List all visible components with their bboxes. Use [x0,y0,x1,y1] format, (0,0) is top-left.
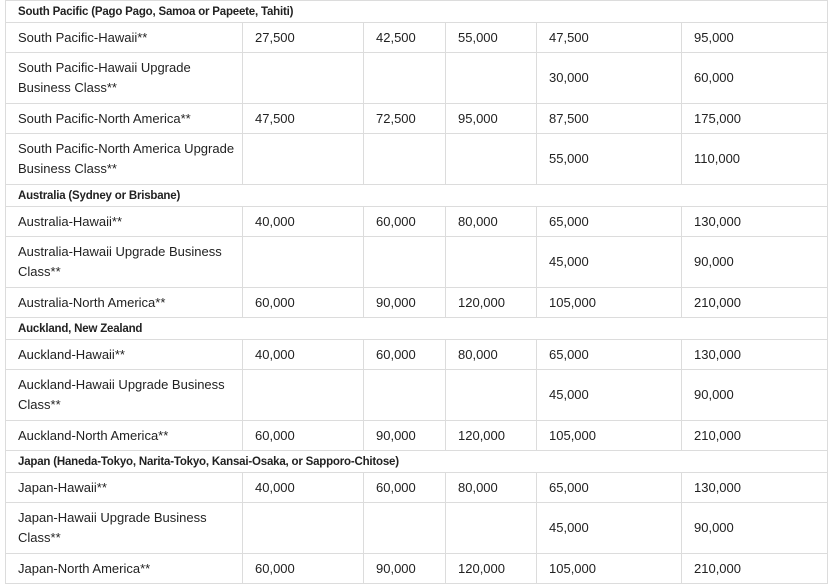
route-cell: South Pacific-North America** [6,104,243,134]
miles-cell: 90,000 [364,554,446,584]
miles-cell: 72,500 [364,104,446,134]
miles-cell: 95,000 [446,104,537,134]
section-header-row [6,451,828,473]
miles-cell: 60,000 [364,473,446,503]
miles-cell: 130,000 [682,207,828,237]
miles-cell [446,503,537,554]
miles-cell: 130,000 [682,340,828,370]
miles-cell [364,53,446,104]
miles-cell: 210,000 [682,288,828,318]
miles-cell [446,134,537,185]
route-cell: Australia-Hawaii** [6,207,243,237]
miles-cell: 60,000 [243,421,364,451]
miles-cell [446,53,537,104]
miles-cell: 110,000 [682,134,828,185]
section-title: South Pacific (Pago Pago, Samoa or Papeete, Tahiti) [6,1,828,23]
miles-cell: 40,000 [243,340,364,370]
miles-cell: 210,000 [682,554,828,584]
section-title: Australia (Sydney or Brisbane) [6,185,828,207]
table-row [6,554,828,584]
miles-cell: 60,000 [364,340,446,370]
table-row [6,288,828,318]
miles-cell: 130,000 [682,473,828,503]
miles-cell: 90,000 [364,288,446,318]
miles-cell: 40,000 [243,207,364,237]
route-cell: South Pacific-Hawaii** [6,23,243,53]
miles-cell: 65,000 [537,473,682,503]
miles-cell: 175,000 [682,104,828,134]
miles-cell: 105,000 [537,554,682,584]
miles-cell: 90,000 [364,421,446,451]
miles-cell [446,237,537,288]
miles-cell: 120,000 [446,421,537,451]
table-row [6,53,828,104]
section-title: Japan (Haneda-Tokyo, Narita-Tokyo, Kansai-Osaka, or Sapporo-Chitose) [6,451,828,473]
table-row [6,340,828,370]
route-cell: Australia-North America** [6,288,243,318]
miles-cell: 90,000 [682,503,828,554]
miles-cell [243,53,364,104]
section-header-row [6,318,828,340]
miles-cell: 40,000 [243,473,364,503]
miles-cell: 65,000 [537,207,682,237]
miles-cell: 27,500 [243,23,364,53]
miles-cell: 45,000 [537,503,682,554]
miles-cell: 45,000 [537,237,682,288]
route-cell: Auckland-Hawaii Upgrade Business Class** [6,370,243,421]
award-chart-body [6,1,828,584]
route-cell: Auckland-Hawaii** [6,340,243,370]
miles-cell: 105,000 [537,288,682,318]
miles-cell: 95,000 [682,23,828,53]
table-row [6,421,828,451]
miles-cell [364,370,446,421]
route-cell: South Pacific-North America Upgrade Business Class** [6,134,243,185]
miles-cell [243,503,364,554]
miles-cell: 80,000 [446,207,537,237]
award-chart-table [5,0,828,584]
miles-cell [364,134,446,185]
miles-cell: 45,000 [537,370,682,421]
miles-cell: 65,000 [537,340,682,370]
miles-cell: 42,500 [364,23,446,53]
miles-cell: 30,000 [537,53,682,104]
miles-cell: 210,000 [682,421,828,451]
table-row [6,370,828,421]
table-row [6,23,828,53]
miles-cell [446,370,537,421]
miles-cell: 80,000 [446,473,537,503]
route-cell: Japan-Hawaii Upgrade Business Class** [6,503,243,554]
section-header-row [6,1,828,23]
route-cell: Auckland-North America** [6,421,243,451]
miles-cell [243,370,364,421]
miles-cell [364,237,446,288]
miles-cell [243,237,364,288]
miles-cell: 80,000 [446,340,537,370]
miles-cell: 55,000 [446,23,537,53]
miles-cell: 120,000 [446,554,537,584]
table-row [6,237,828,288]
table-row [6,134,828,185]
miles-cell: 47,500 [537,23,682,53]
miles-cell: 60,000 [243,554,364,584]
table-row [6,104,828,134]
table-row [6,473,828,503]
miles-cell: 90,000 [682,237,828,288]
section-header-row [6,185,828,207]
table-row [6,503,828,554]
route-cell: Japan-Hawaii** [6,473,243,503]
route-cell: Australia-Hawaii Upgrade Business Class** [6,237,243,288]
miles-cell [364,503,446,554]
section-title: Auckland, New Zealand [6,318,828,340]
table-row [6,207,828,237]
route-cell: South Pacific-Hawaii Upgrade Business Class** [6,53,243,104]
miles-cell [243,134,364,185]
miles-cell: 47,500 [243,104,364,134]
miles-cell: 60,000 [243,288,364,318]
route-cell: Japan-North America** [6,554,243,584]
miles-cell: 90,000 [682,370,828,421]
miles-cell: 55,000 [537,134,682,185]
miles-cell: 60,000 [364,207,446,237]
miles-cell: 87,500 [537,104,682,134]
miles-cell: 120,000 [446,288,537,318]
miles-cell: 60,000 [682,53,828,104]
miles-cell: 105,000 [537,421,682,451]
